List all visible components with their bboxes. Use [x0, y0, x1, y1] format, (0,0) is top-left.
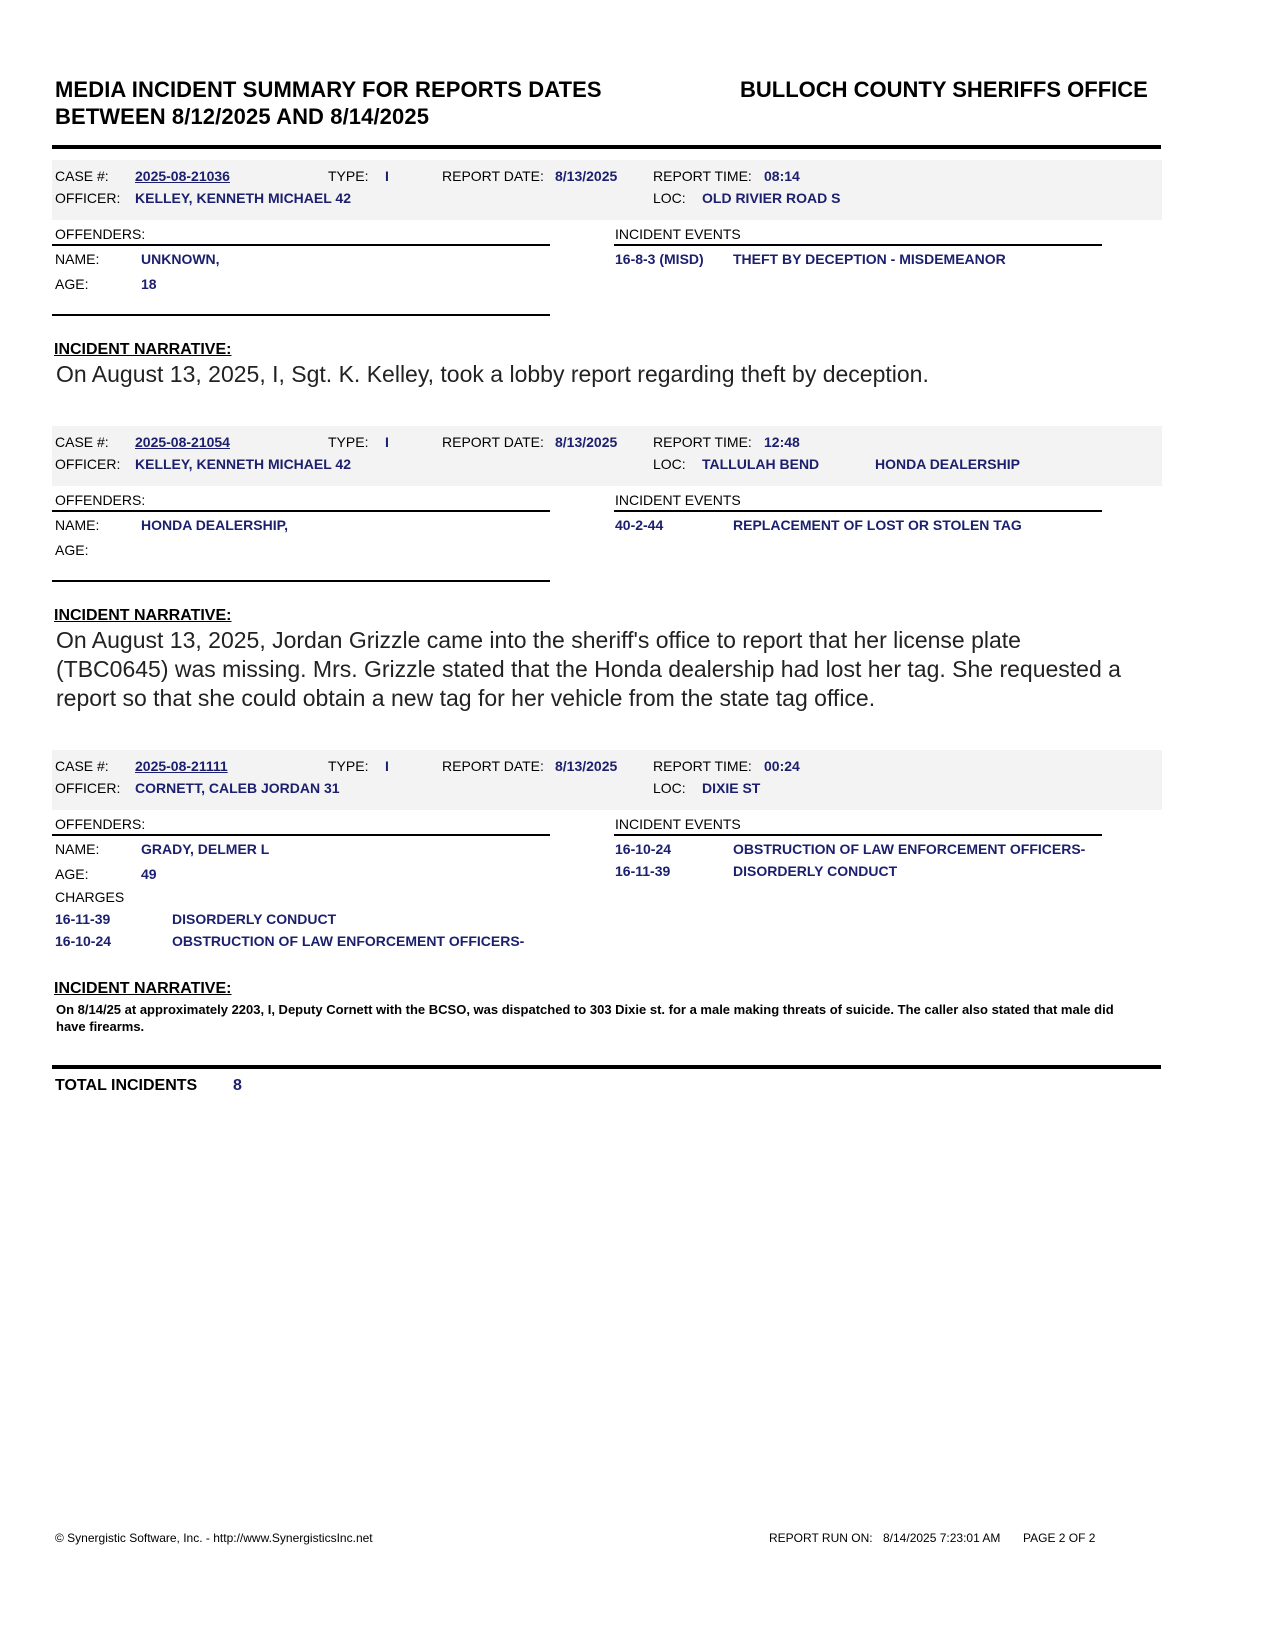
- report-date-value: 8/13/2025: [555, 434, 618, 450]
- offender-age: 18: [141, 276, 157, 292]
- event-code: 40-2-44: [615, 517, 664, 533]
- type-value: I: [385, 758, 389, 774]
- offender-name: UNKNOWN,: [141, 251, 220, 267]
- charges-label: CHARGES: [55, 889, 125, 905]
- charge-code: 16-10-24: [55, 933, 112, 949]
- age-label: AGE:: [55, 866, 89, 882]
- age-label: AGE:: [55, 542, 89, 558]
- total-divider: [52, 1065, 1161, 1069]
- incident-events-label: INCIDENT EVENTS: [615, 492, 741, 508]
- incident-events-label: INCIDENT EVENTS: [615, 226, 741, 242]
- age-label: AGE:: [55, 276, 89, 292]
- narrative-label: INCIDENT NARRATIVE:: [54, 341, 232, 358]
- type-value: I: [385, 434, 389, 450]
- case-label: CASE #:: [55, 168, 109, 184]
- offender-name: GRADY, DELMER L: [141, 841, 270, 857]
- incident-block-2: [52, 426, 1162, 726]
- officer-label: OFFICER:: [55, 780, 121, 796]
- name-label: NAME:: [55, 517, 100, 533]
- header-divider: [52, 145, 1161, 149]
- offenders-bottom-rule: [52, 580, 550, 582]
- event-description: REPLACEMENT OF LOST OR STOLEN TAG: [733, 517, 1022, 533]
- charge-code: 16-11-39: [55, 911, 111, 927]
- case-number-link[interactable]: 2025-08-21036: [135, 168, 230, 184]
- name-label: NAME:: [55, 841, 100, 857]
- footer-page-number: PAGE 2 OF 2: [1023, 1531, 1096, 1545]
- charge-description: OBSTRUCTION OF LAW ENFORCEMENT OFFICERS-: [172, 933, 525, 949]
- narrative-text: On 8/14/25 at approximately 2203, I, Deputy Cornett with the BCSO, was dispatched to 303 Dixie st. for a male making threats of suicide. The caller also stated that male did have firearms.: [56, 1002, 1114, 1034]
- events-underline: [614, 834, 1102, 836]
- events-underline: [614, 244, 1102, 246]
- report-date-value: 8/13/2025: [555, 168, 618, 184]
- incident-events-label: INCIDENT EVENTS: [615, 816, 741, 832]
- total-incidents-label: TOTAL INCIDENTS: [55, 1077, 198, 1094]
- report-time-value: 08:14: [764, 168, 800, 184]
- agency-name: BULLOCH COUNTY SHERIFFS OFFICE: [740, 77, 1148, 102]
- narrative-text: On August 13, 2025, Jordan Grizzle came into the sheriff's office to report that her license plate (TBC0645) was missing. Mrs. Grizzle stated that the Honda dealership had lost her tag. She requested a report so that she could obtain a new tag for her vehicle from the state tag office.: [56, 627, 1121, 711]
- offender-name: HONDA DEALERSHIP,: [141, 517, 289, 533]
- report-time-label: REPORT TIME:: [653, 168, 752, 184]
- footer-copyright: © Synergistic Software, Inc. - http://www.SynergisticsInc.net: [55, 1531, 373, 1545]
- officer-value: KELLEY, KENNETH MICHAEL 42: [135, 456, 351, 472]
- loc-label: LOC:: [653, 190, 686, 206]
- report-title: [55, 76, 602, 130]
- type-label: TYPE:: [328, 168, 369, 184]
- officer-label: OFFICER:: [55, 190, 121, 206]
- officer-label: OFFICER:: [55, 456, 121, 472]
- offenders-underline: [52, 834, 550, 836]
- event-code: 16-10-24: [615, 841, 672, 857]
- event-code: 16-11-39: [615, 863, 671, 879]
- incident-block-3: [52, 750, 1162, 1050]
- report-time-label: REPORT TIME:: [653, 758, 752, 774]
- narrative-label: INCIDENT NARRATIVE:: [54, 980, 232, 997]
- footer-run-on-value: 8/14/2025 7:23:01 AM: [883, 1531, 1001, 1545]
- case-number-link[interactable]: 2025-08-21054: [135, 434, 230, 450]
- report-time-value: 00:24: [764, 758, 800, 774]
- case-label: CASE #:: [55, 758, 109, 774]
- report-title-line2: BETWEEN 8/12/2025 AND 8/14/2025: [55, 104, 430, 129]
- narrative-label: INCIDENT NARRATIVE:: [54, 607, 232, 624]
- type-label: TYPE:: [328, 758, 369, 774]
- report-date-label: REPORT DATE:: [442, 434, 544, 450]
- loc-extra-value: HONDA DEALERSHIP: [875, 456, 1020, 472]
- offenders-label: OFFENDERS:: [55, 226, 146, 242]
- type-value: I: [385, 168, 389, 184]
- report-date-value: 8/13/2025: [555, 758, 618, 774]
- case-number-link[interactable]: 2025-08-21111: [135, 758, 228, 774]
- officer-value: CORNETT, CALEB JORDAN 31: [135, 780, 340, 796]
- loc-value: OLD RIVIER ROAD S: [702, 190, 841, 206]
- loc-value: TALLULAH BEND: [702, 456, 820, 472]
- offenders-underline: [52, 510, 550, 512]
- offenders-label: OFFENDERS:: [55, 492, 146, 508]
- offenders-label: OFFENDERS:: [55, 816, 146, 832]
- report-date-label: REPORT DATE:: [442, 758, 544, 774]
- officer-value: KELLEY, KENNETH MICHAEL 42: [135, 190, 351, 206]
- event-code: 16-8-3 (MISD): [615, 251, 704, 267]
- total-incidents-value: 8: [233, 1077, 242, 1094]
- narrative-text: On August 13, 2025, I, Sgt. K. Kelley, took a lobby report regarding theft by deception.: [56, 361, 929, 387]
- charge-description: DISORDERLY CONDUCT: [172, 911, 337, 927]
- incident-block-1: [52, 160, 1162, 460]
- report-time-label: REPORT TIME:: [653, 434, 752, 450]
- report-time-value: 12:48: [764, 434, 800, 450]
- loc-label: LOC:: [653, 780, 686, 796]
- name-label: NAME:: [55, 251, 100, 267]
- event-description: THEFT BY DECEPTION - MISDEMEANOR: [733, 251, 1006, 267]
- type-label: TYPE:: [328, 434, 369, 450]
- report-date-label: REPORT DATE:: [442, 168, 544, 184]
- events-underline: [614, 510, 1102, 512]
- offenders-bottom-rule: [52, 314, 550, 316]
- case-label: CASE #:: [55, 434, 109, 450]
- event-description: OBSTRUCTION OF LAW ENFORCEMENT OFFICERS-: [733, 841, 1086, 857]
- loc-value: DIXIE ST: [702, 780, 761, 796]
- event-description: DISORDERLY CONDUCT: [733, 863, 898, 879]
- offender-age: 49: [141, 866, 157, 882]
- offenders-underline: [52, 244, 550, 246]
- footer-run-on-label: REPORT RUN ON:: [769, 1531, 873, 1545]
- report-title-line1: MEDIA INCIDENT SUMMARY FOR REPORTS DATES: [55, 77, 602, 102]
- loc-label: LOC:: [653, 456, 686, 472]
